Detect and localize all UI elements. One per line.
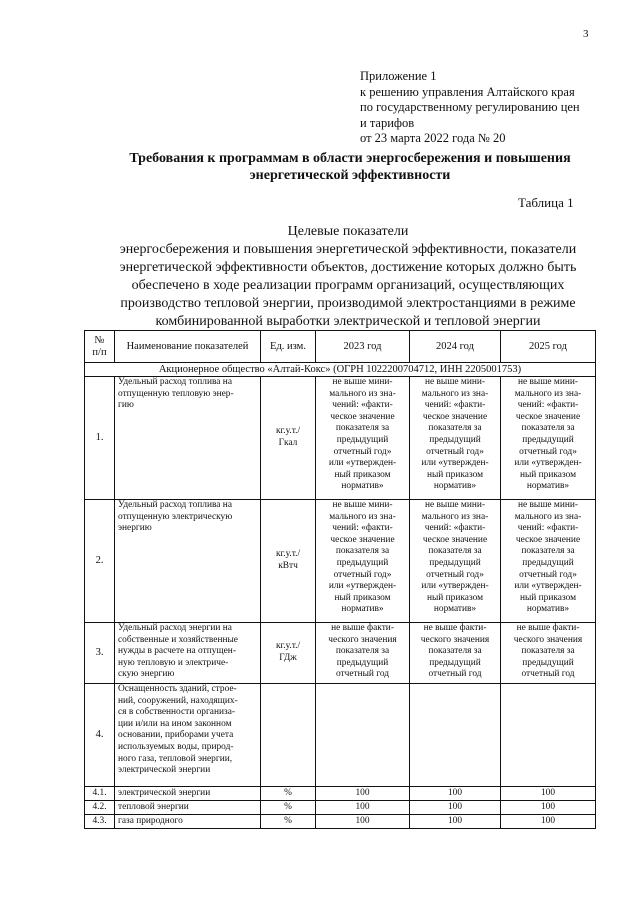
indicator-name: газа природного [115, 815, 261, 829]
value-line: показателя за [521, 423, 575, 434]
indicator-name-line: Оснащенность зданий, строе- [118, 684, 237, 694]
table-row [85, 684, 596, 787]
value-2025 [501, 684, 596, 787]
value-2023: 100 [316, 815, 410, 829]
value-line: мального из зна- [421, 388, 489, 399]
value-line: чений: «факти- [332, 523, 393, 534]
unit-cell [261, 623, 316, 684]
value-line: показателя за [428, 423, 482, 434]
value-2025: 100 [501, 815, 596, 829]
title-line: энергетической эффективности [249, 168, 451, 183]
value-line: показателя за [335, 646, 390, 657]
appendix-line: Приложение 1 [360, 69, 437, 83]
caption-line: энергетической эффективности объектов, достижение которых должно быть [119, 260, 577, 275]
value-2025 [501, 623, 596, 684]
value-line: показателя за [335, 423, 390, 434]
unit-cell: % [261, 815, 316, 829]
value-line: отчетный год» [426, 569, 484, 580]
value-2024: 100 [410, 815, 501, 829]
appendix-line: от 23 марта 2022 года № 20 [360, 131, 506, 145]
indicator-name-line: ний, сооружений, находящих- [118, 695, 238, 706]
unit-cell [261, 500, 316, 623]
value-line: отчетный год» [519, 446, 577, 457]
appendix-line: и тарифов [360, 115, 415, 130]
value-line: мального из зна- [514, 511, 582, 522]
value-line: ный приказом [519, 469, 577, 480]
value-2025: 100 [501, 787, 596, 801]
value-line: или «утвержден- [514, 581, 582, 592]
value-line: предыдущий [429, 657, 481, 668]
table-row [85, 815, 596, 829]
row-number: 4.2. [85, 801, 115, 815]
value-line: ный приказом [334, 469, 391, 480]
unit-line: ГДж [279, 653, 297, 663]
row-number: 4.1. [85, 787, 115, 801]
row-number: 2. [85, 500, 115, 623]
value-line: предыдущий [429, 434, 481, 445]
unit-line: кг.у.т./ [275, 641, 301, 652]
value-line: ный приказом [334, 592, 391, 603]
title-line: Требования к программам в области энергосбережения и повышения [129, 151, 571, 166]
value-line: ческое значение [515, 534, 581, 545]
value-line: чений: «факти- [424, 400, 486, 411]
indicator-name-line: ции и/или на ином законном [118, 718, 232, 729]
value-line: не выше мини- [424, 377, 486, 387]
value-line: ческое значение [515, 411, 581, 422]
organization-row [85, 363, 596, 377]
value-2024 [410, 377, 501, 500]
value-line: ный приказом [426, 592, 484, 603]
indicator-name-line: гию [118, 400, 134, 411]
value-line: мального из зна- [421, 511, 489, 522]
value-line: показателя за [521, 546, 575, 557]
value-line: не выше мини- [332, 500, 393, 510]
organization-name: Акционерное общество «Алтай-Кокс» (ОГРН 1022200704712, ИНН 2205001753) [85, 363, 596, 377]
table-label: Таблица 1 [518, 195, 574, 210]
value-line: отчетный год [335, 669, 390, 680]
indicator-name-line: основании, приборами учета [118, 730, 234, 741]
unit-cell [261, 377, 316, 500]
value-2025 [501, 500, 596, 623]
value-2024: 100 [410, 787, 501, 801]
value-line: ный приказом [426, 469, 484, 480]
value-2023: 100 [316, 787, 410, 801]
appendix-line: к решению управления Алтайского края [360, 84, 575, 99]
value-line: ческого значения [420, 634, 490, 645]
table-row [85, 787, 596, 801]
row-number: 1. [85, 377, 115, 500]
value-line: ный приказом [519, 592, 577, 603]
document-title [60, 150, 639, 184]
row-number: 4. [85, 684, 115, 787]
indicator-name [115, 500, 261, 623]
value-line: предыдущий [522, 557, 574, 568]
value-line: мального из зна- [514, 388, 582, 399]
page-number: 3 [583, 28, 589, 40]
indicator-name-line: ного газа, тепловой энергии, [118, 753, 233, 764]
value-2023 [316, 623, 410, 684]
indicator-name-line: нужды в расчете на отпущен- [118, 646, 236, 657]
indicator-name [115, 684, 261, 787]
value-line: норматив» [526, 604, 570, 615]
unit-cell: % [261, 801, 316, 815]
value-line: отчетный год [521, 669, 575, 680]
value-2023: 100 [316, 801, 410, 815]
value-line: отчетный год» [333, 446, 392, 457]
indicator-name-line: ся в собственности организа- [118, 707, 235, 718]
value-line: отчетный год» [426, 446, 484, 457]
value-line: предыдущий [336, 434, 389, 445]
value-line: не выше мини- [517, 377, 579, 387]
value-line: показателя за [428, 546, 482, 557]
table-row [85, 801, 596, 815]
indicator-name-line: электрической энергии [118, 765, 211, 776]
value-line: норматив» [341, 481, 384, 492]
table-caption [98, 223, 598, 331]
indicator-name-line: собственные и хозяйственные [118, 634, 238, 645]
indicator-name-line: энергию [118, 523, 152, 534]
value-line: не выше мини- [332, 377, 393, 387]
caption-line: производство тепловой энергии, производимой электростанциями в режиме [120, 296, 576, 311]
indicator-name: электрической энергии [115, 787, 261, 801]
value-line: или «утвержден- [421, 581, 489, 592]
value-2025: 100 [501, 801, 596, 815]
header-unit: Ед. изм. [261, 331, 316, 363]
appendix-line: по государственному регулированию цен [360, 100, 580, 114]
header-number-line: п/п [92, 346, 107, 358]
value-line: отчетный год» [333, 569, 392, 580]
value-line: или «утвержден- [328, 458, 397, 469]
unit-line: кг.у.т./ [275, 426, 301, 437]
indicator-name: тепловой энергии [115, 801, 261, 815]
indicators-table [84, 330, 596, 829]
header-2023: 2023 год [316, 331, 410, 363]
indicator-name-line: ную тепловую и электриче- [118, 657, 229, 668]
value-line: чений: «факти- [517, 400, 579, 411]
value-line: не выше факти- [516, 623, 580, 633]
value-line: не выше мини- [517, 500, 579, 510]
value-line: мального из зна- [329, 388, 396, 399]
value-line: чений: «факти- [517, 523, 579, 534]
value-line: норматив» [433, 604, 477, 615]
value-line: не выше мини- [424, 500, 486, 510]
value-line: ческое значение [422, 534, 488, 545]
value-line: или «утвержден- [328, 581, 397, 592]
value-line: показателя за [521, 646, 575, 657]
unit-line: кВтч [278, 561, 298, 571]
unit-cell [261, 684, 316, 787]
header-name: Наименование показателей [115, 331, 261, 363]
indicator-name [115, 377, 261, 500]
header-2025: 2025 год [501, 331, 596, 363]
value-line: ческое значение [422, 411, 488, 422]
header-2024: 2024 год [410, 331, 501, 363]
value-2024: 100 [410, 801, 501, 815]
value-line: показателя за [335, 546, 390, 557]
unit-line: Гкал [278, 438, 298, 448]
value-2024 [410, 684, 501, 787]
value-line: чений: «факти- [332, 400, 393, 411]
value-line: показателя за [428, 646, 482, 657]
value-line: отчетный год [428, 669, 482, 680]
value-line: ческое значение [330, 534, 395, 545]
value-line: отчетный год» [519, 569, 577, 580]
indicator-name-line: скую энергию [118, 669, 175, 680]
indicator-name-line: Удельный расход топлива на [118, 500, 232, 510]
value-line: предыдущий [429, 557, 481, 568]
value-line: предыдущий [522, 657, 574, 668]
value-line: или «утвержден- [514, 458, 582, 469]
table-row [85, 500, 596, 623]
value-line: ческого значения [328, 634, 397, 645]
value-line: норматив» [433, 481, 477, 492]
appendix-block [360, 69, 580, 147]
value-line: предыдущий [522, 434, 574, 445]
row-number: 3. [85, 623, 115, 684]
value-2025 [501, 377, 596, 500]
caption-line: комбинированной выработки электрической и тепловой энергии [155, 314, 541, 329]
value-line: не выше факти- [423, 623, 487, 633]
value-line: или «утвержден- [421, 458, 489, 469]
caption-line: обеспечено в ходе реализации программ организаций, осуществляющих [131, 278, 565, 293]
value-line: ческого значения [513, 634, 583, 645]
value-line: не выше факти- [331, 623, 394, 633]
indicator-name-line: отпущенную тепловую энер- [118, 388, 234, 399]
value-line: норматив» [526, 481, 570, 492]
row-number: 4.3. [85, 815, 115, 829]
table-header-row [85, 331, 596, 363]
value-line: предыдущий [336, 557, 389, 568]
value-2024 [410, 500, 501, 623]
caption-line: Целевые показатели [287, 224, 409, 239]
value-line: ческое значение [330, 411, 395, 422]
indicator-name-line: Удельный расход топлива на [118, 377, 232, 387]
header-number-line: № [94, 334, 105, 346]
value-2023 [316, 500, 410, 623]
value-line: мального из зна- [329, 511, 396, 522]
value-line: предыдущий [336, 657, 389, 668]
table-row [85, 377, 596, 500]
value-2024 [410, 623, 501, 684]
header-number [85, 331, 115, 363]
caption-line: энергосбережения и повышения энергетической эффективности, показатели [119, 242, 577, 257]
unit-cell: % [261, 787, 316, 801]
unit-line: кг.у.т./ [275, 549, 301, 560]
indicator-name [115, 623, 261, 684]
value-line: чений: «факти- [424, 523, 486, 534]
indicator-name-line: Удельный расход энергии на [118, 623, 232, 633]
table-row [85, 623, 596, 684]
value-2023 [316, 377, 410, 500]
indicator-name-line: используемых воды, природ- [118, 741, 234, 752]
indicator-name-line: отпущенную электрическую [118, 511, 233, 522]
value-2023 [316, 684, 410, 787]
value-line: норматив» [341, 604, 384, 615]
